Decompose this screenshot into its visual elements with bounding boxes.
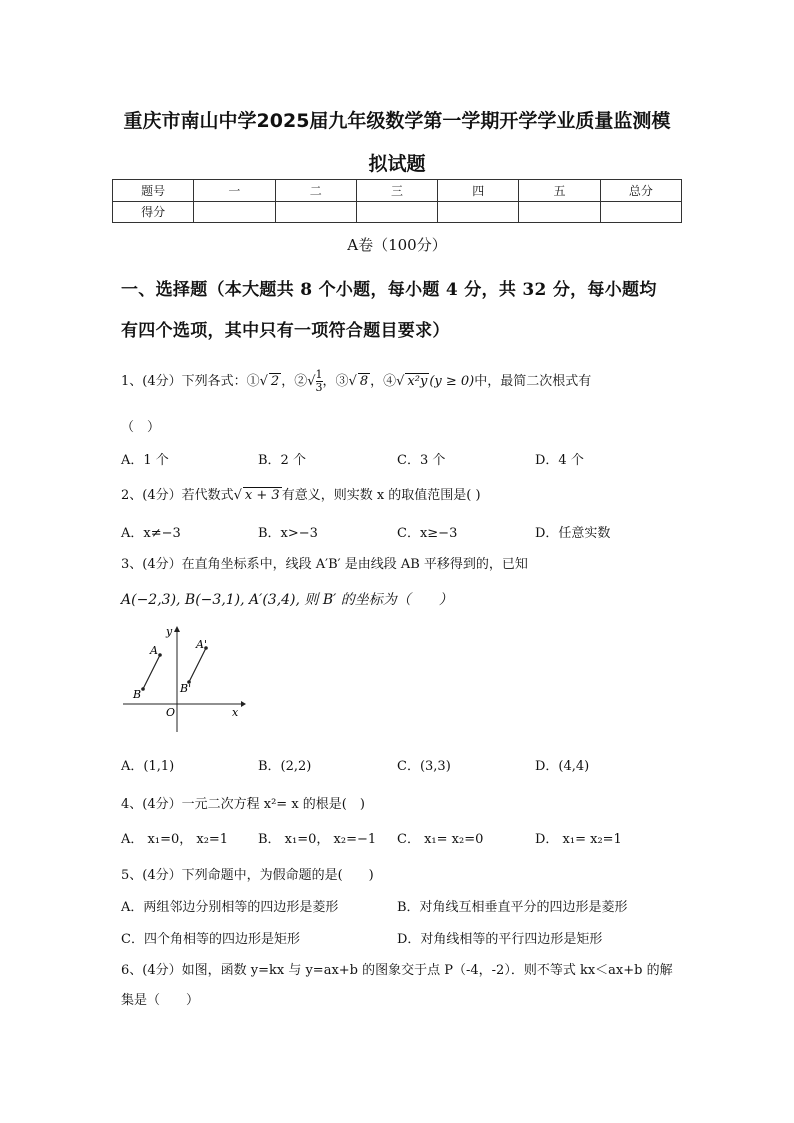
q1-option-c[interactable]: C．3 个	[397, 453, 446, 468]
label-a: A	[150, 644, 158, 657]
q5-option-c[interactable]: C．四个角相等的四边形是矩形	[121, 932, 300, 947]
segment-a-prime-b-prime	[189, 648, 206, 682]
score-input-cell[interactable]	[600, 201, 681, 223]
question-5: 5、(4分）下列命题中，为假命题的是( )	[121, 868, 374, 883]
x-axis-label: x	[232, 706, 239, 719]
q1-radicand-4: x²y	[407, 374, 428, 389]
y-axis-arrow	[174, 626, 180, 632]
q4-option-b[interactable]: B． x₁=0， x₂=−1	[258, 832, 377, 847]
section-a-heading: A卷（100分）	[347, 236, 447, 254]
q1-radicand-1: 2	[270, 374, 280, 389]
score-header-cell: 三	[356, 180, 437, 202]
q3-option-c[interactable]: C．(3,3)	[397, 759, 451, 774]
q1-answer-paren: （ ）	[121, 420, 161, 435]
doc-title-line2: 拟试题	[368, 153, 426, 175]
q5-option-d[interactable]: D．对角线相等的平行四边形是矩形	[397, 932, 603, 947]
question-2: 2、(4分）若代数式√ x + 3 有意义，则实数 x 的取值范围是( )	[121, 488, 481, 503]
q1-suffix: 中，最简二次根式有	[474, 374, 592, 389]
q4-option-a[interactable]: A． x₁=0， x₂=1	[121, 832, 229, 847]
question-4: 4、(4分）一元二次方程 x²= x 的根是( )	[121, 797, 365, 812]
q2-option-a[interactable]: A．x≠−3	[121, 526, 181, 541]
score-input-cell[interactable]	[438, 201, 519, 223]
score-input-cell[interactable]	[194, 201, 275, 223]
score-table	[112, 179, 682, 223]
question-3-line1: 3、(4分）在直角坐标系中，线段 A′B′ 是由线段 AB 平移得到的，已知	[121, 557, 528, 572]
point-b	[141, 687, 145, 691]
q5-option-a[interactable]: A．两组邻边分别相等的四边形是菱形	[121, 900, 339, 915]
question-3-line2: A(−2,3), B(−3,1), A′(3,4), 则 B′ 的坐标为（ ）	[121, 592, 453, 608]
score-input-cell[interactable]	[356, 201, 437, 223]
label-b-prime: B'	[180, 682, 192, 695]
q3-option-d[interactable]: D．(4,4)	[535, 759, 590, 774]
score-header-cell: 四	[438, 180, 519, 202]
label-a-prime: A'	[196, 638, 207, 651]
section1-heading-line2: 有四个选项，其中只有一项符合题目要求）	[121, 321, 450, 341]
score-input-cell[interactable]	[519, 201, 600, 223]
coordinate-figure	[119, 624, 249, 736]
q2-option-b[interactable]: B．x>−3	[258, 526, 318, 541]
label-b: B	[133, 688, 142, 701]
q3-option-b[interactable]: B．(2,2)	[258, 759, 312, 774]
q2-radicand: x + 3	[244, 488, 280, 503]
q2-option-d[interactable]: D．任意实数	[535, 526, 611, 541]
question-6-line1: 6、(4分）如图，函数 y=kx 与 y=ax+b 的图象交于点 P（-4，-2）．则不等式 kx＜ax+b 的解	[121, 963, 673, 978]
question-6-line2: 集是（ ）	[121, 993, 200, 1008]
score-table-header-row	[113, 180, 682, 202]
doc-title-line1: 重庆市南山中学2025届九年级数学第一学期开学学业质量监测模	[123, 110, 671, 132]
q1-radicand-3: 8	[359, 374, 369, 389]
score-header-cell: 题号	[113, 180, 194, 202]
q1-option-b[interactable]: B．2 个	[258, 453, 306, 468]
segment-ab	[143, 655, 160, 689]
q1-prefix: 1、(4分）下列各式：①	[121, 374, 260, 389]
point-a	[158, 653, 162, 657]
score-header-cell: 五	[519, 180, 600, 202]
q5-option-b[interactable]: B．对角线互相垂直平分的四边形是菱形	[397, 900, 628, 915]
q2-prefix: 2、(4分）若代数式	[121, 488, 234, 503]
origin-label: O	[166, 706, 176, 719]
score-header-cell: 二	[275, 180, 356, 202]
q2-option-c[interactable]: C．x≥−3	[397, 526, 458, 541]
q1-frac-den: 3	[315, 381, 323, 394]
q3-option-a[interactable]: A．(1,1)	[121, 759, 175, 774]
x-axis-arrow	[241, 701, 246, 707]
score-row-label: 得分	[113, 201, 194, 223]
q1-frac-num: 1	[315, 368, 323, 381]
score-table-score-row	[113, 201, 682, 223]
q1-option-d[interactable]: D．4 个	[535, 453, 584, 468]
score-header-cell: 总分	[600, 180, 681, 202]
q2-suffix: 有意义，则实数 x 的取值范围是( )	[281, 488, 481, 503]
q1-sep: ，④	[370, 374, 397, 389]
q4-option-d[interactable]: D． x₁= x₂=1	[535, 832, 622, 847]
q1-fraction	[316, 369, 323, 394]
score-header-cell: 一	[194, 180, 275, 202]
q1-condition: (y ≥ 0)	[429, 374, 475, 389]
section1-heading-line1: 一、选择题（本大题共 8 个小题，每小题 4 分，共 32 分，每小题均	[121, 280, 657, 300]
y-axis-label: y	[166, 625, 173, 638]
q1-sep: ，②	[281, 374, 308, 389]
question-1: 1、(4分）下列各式：①√ 2 ，②√ $\frac{1}{3}$ ，③√ 8 ，④√ x²y (y ≥ 0)中，最简二次根式有	[121, 368, 592, 394]
q1-option-a[interactable]: A．1 个	[121, 453, 169, 468]
q4-option-c[interactable]: C． x₁= x₂=0	[397, 832, 484, 847]
q1-sep: ，③	[322, 374, 349, 389]
score-input-cell[interactable]	[275, 201, 356, 223]
